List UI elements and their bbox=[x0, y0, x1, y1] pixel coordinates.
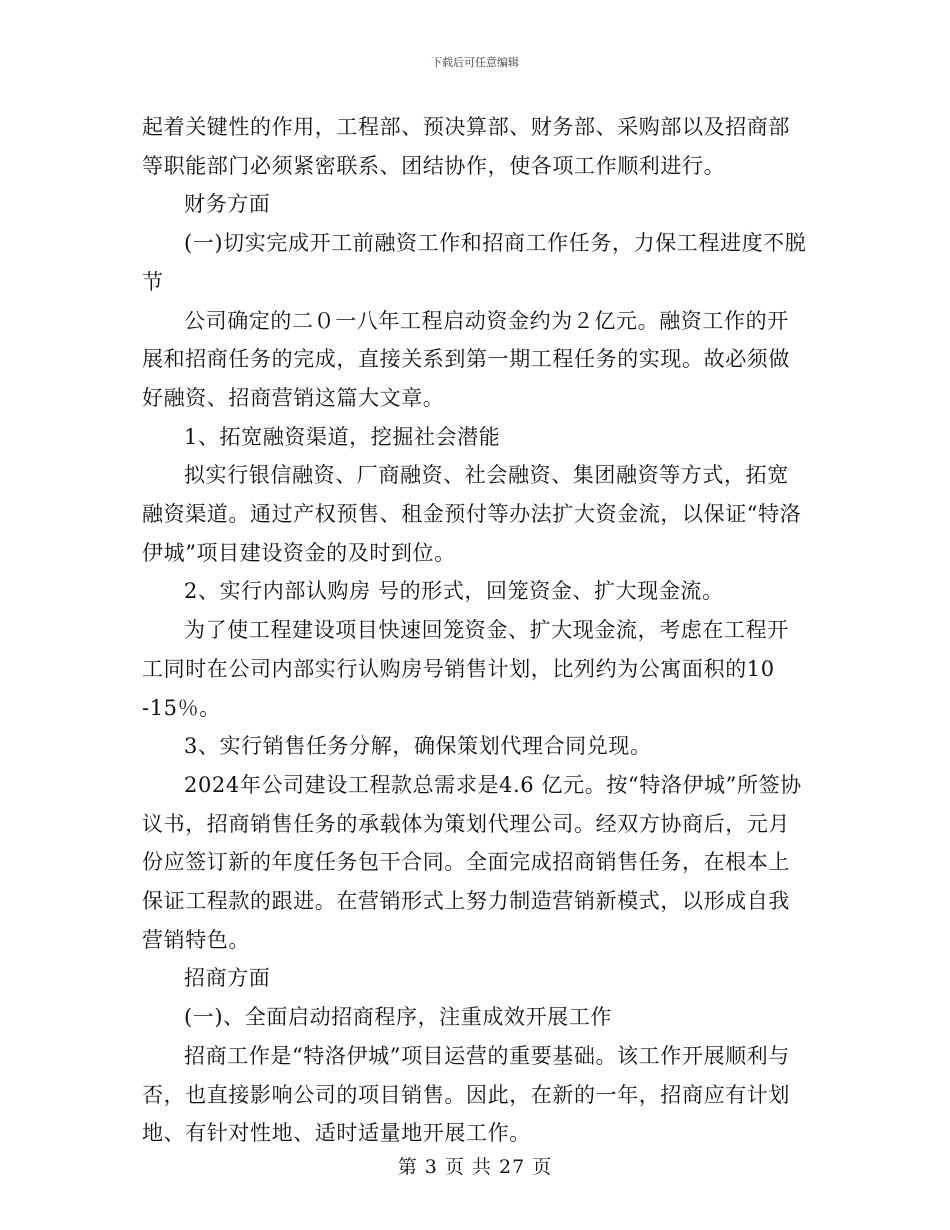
paragraph: 起着关键性的作用，工程部、预决算部、财务部、采购部以及招商部等职能部门必须紧密联系、团结协作，使各项工作顺利进行。 bbox=[142, 115, 790, 178]
subheading: (一)切实完成开工前融资工作和招商工作任务，力保工程进度不脱节 bbox=[142, 231, 807, 294]
document-body bbox=[142, 108, 808, 1153]
subheading: 3、实行销售任务分解，确保策划代理合同兑现。 bbox=[184, 734, 652, 759]
section-heading-investment: 招商方面 bbox=[184, 966, 271, 991]
paragraph: 招商工作是“特洛伊城”项目运营的重要基础。该工作开展顺利与否，也直接影响公司的项目销售。因此，在新的一年，招商应有计划地、有针对性地、适时适量地开展工作。 bbox=[142, 1043, 790, 1146]
paragraph: 2024年公司建设工程款总需求是4.6 亿元。按“特洛伊城”所签协议书，招商销售任务的承载体为策划代理公司。经双方协商后，元月份应签订新的年度任务包干合同。全面完成招商销售任务，在根本上保证工程款的跟进。在营销形式上努力制造营销新模式，以形成自我营销特色。 bbox=[142, 772, 802, 952]
paragraph: 拟实行银信融资、厂商融资、社会融资、集团融资等方式，拓宽融资渠道。通过产权预售、租金预付等办法扩大资金流，以保证“特洛伊城”项目建设资金的及时到位。 bbox=[142, 463, 802, 565]
page-number: 第 3 页 共 27 页 bbox=[397, 1156, 553, 1178]
paragraph: 为了使工程建设项目快速回笼资金、扩大现金流，考虑在工程开工同时在公司内部实行认购房号销售计划，比列约为公寓面积的10 -15％。 bbox=[142, 618, 789, 720]
page-header: 下载后可任意编辑 bbox=[431, 56, 519, 69]
paragraph: 公司确定的二０一八年工程启动资金约为２亿元。融资工作的开展和招商任务的完成，直接关系到第一期工程任务的实现。故必须做好融资、招商营销这篇大文章。 bbox=[142, 308, 790, 410]
subheading: (一)、全面启动招商程序，注重成效开展工作 bbox=[184, 1005, 612, 1030]
subheading: 2、实行内部认购房 号的形式，回笼资金、扩大现金流。 bbox=[184, 579, 724, 604]
section-heading-finance: 财务方面 bbox=[184, 192, 271, 217]
subheading: 1、拓宽融资渠道，挖掘社会潜能 bbox=[184, 424, 501, 449]
